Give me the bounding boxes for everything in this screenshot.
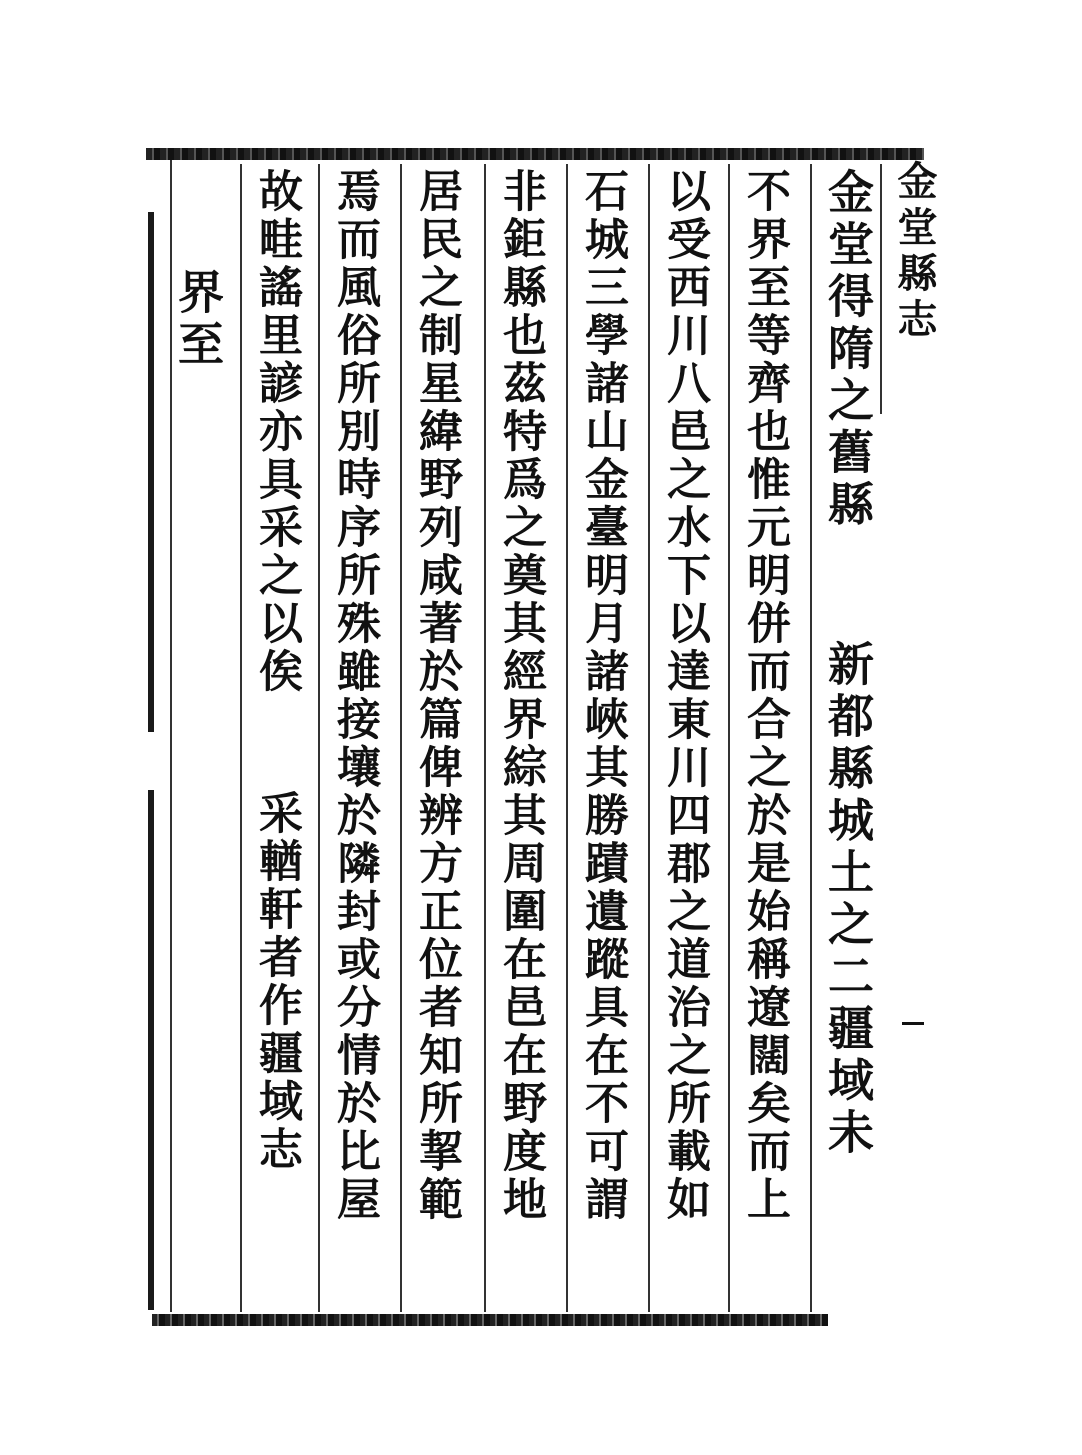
text-column-4: 石城三學諸山金臺明月諸峽其勝蹟遺蹤具在不可謂 <box>577 168 628 1224</box>
column-divider <box>648 164 650 1312</box>
text-column-8b: 采輶軒者作疆域志 <box>251 790 302 1174</box>
left-border-lower <box>148 790 154 1310</box>
bottom-border <box>152 1314 828 1326</box>
column-divider <box>240 164 242 1312</box>
column-divider <box>880 164 882 414</box>
margin-mark <box>902 1022 924 1025</box>
column-divider <box>318 164 320 1312</box>
text-column-1b: 新都縣城土之二疆域未 <box>821 640 875 1160</box>
left-border-upper <box>148 212 154 732</box>
column-divider <box>728 164 730 1312</box>
top-border <box>146 148 924 160</box>
column-divider <box>566 164 568 1312</box>
column-divider <box>400 164 402 1312</box>
text-column-6: 居民之制星緯野列咸著於篇俾辨方正位者知所挈範 <box>411 168 462 1224</box>
section-title: 界至 <box>171 268 225 372</box>
column-divider <box>484 164 486 1312</box>
text-column-5: 非鉅縣也茲特爲之奠其經界綜其周圍在邑在野度地 <box>495 168 546 1224</box>
text-column-7: 焉而風俗所別時序所殊雖接壤於隣封或分情於比屋 <box>329 168 380 1224</box>
margin-header: 金堂縣志 <box>891 160 938 344</box>
text-column-1: 金堂得隋之舊縣 <box>821 168 875 532</box>
text-column-8a: 故畦謠里諺亦具采之以俟 <box>251 168 302 696</box>
column-divider <box>810 164 812 1312</box>
text-column-2: 不界至等齊也惟元明併而合之於是始稱遼闊矣而上 <box>739 168 790 1224</box>
text-column-3: 以受西川八邑之水下以達東川四郡之道治之所載如 <box>659 168 710 1224</box>
